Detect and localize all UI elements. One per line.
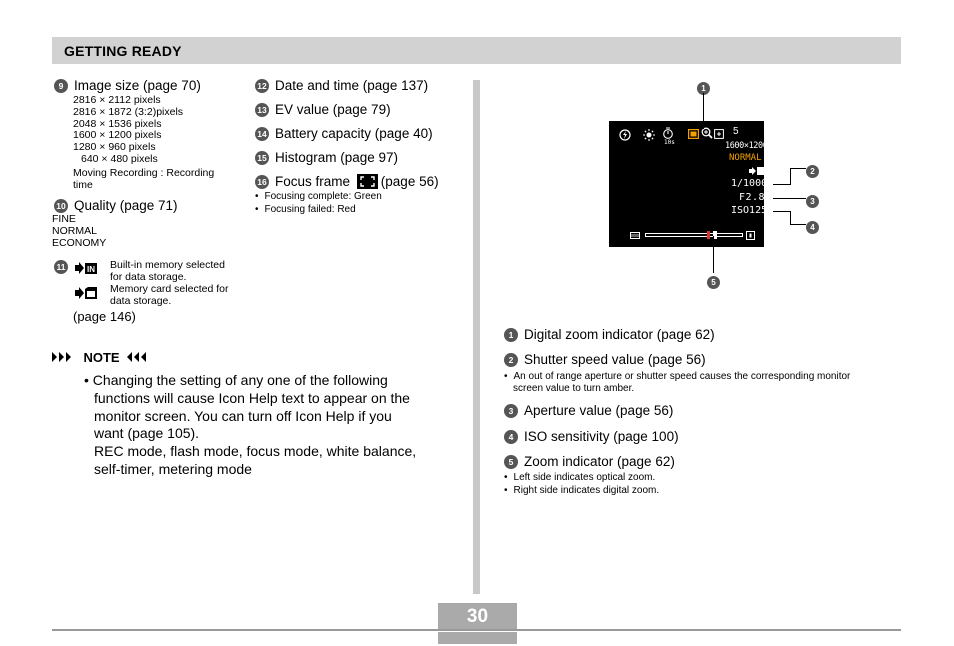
callout-2-line-v (790, 168, 791, 185)
item-image-size (54, 78, 201, 93)
quality-value: NORMAL (729, 153, 762, 163)
item-iso: 4 ISO sensitivity (page 100) (504, 429, 679, 444)
callout-1: 1 (697, 79, 710, 97)
number-13-icon: 13 (255, 103, 269, 117)
note-right-arrows-icon (127, 351, 151, 363)
page-number-box (438, 603, 517, 630)
callout-1-line (703, 93, 704, 129)
movie-recording-note: Moving Recording : Recording (73, 166, 215, 179)
number-16-icon: 16 (255, 175, 269, 189)
item-battery: 14 Battery capacity (page 40) (255, 126, 433, 141)
callout-2: 2 (806, 162, 819, 180)
item-histogram: 15 Histogram (page 97) (255, 150, 398, 165)
monitor-screen-diagram (609, 121, 768, 247)
zoom-bar (645, 233, 743, 237)
number-10-icon: 10 (54, 199, 68, 213)
column-divider (473, 80, 480, 594)
number-1-icon: 1 (504, 328, 518, 342)
number-15-icon: 15 (255, 151, 269, 165)
number-9-icon: 9 (54, 79, 68, 93)
image-size-option: 1600 × 1200 pixels (73, 129, 162, 142)
item-shutter-speed: 2 Shutter speed value (page 56) (504, 352, 706, 367)
memory-card-icon (74, 286, 98, 300)
note-heading (52, 349, 151, 365)
image-size-list (73, 95, 214, 191)
note-label: NOTE (83, 350, 120, 365)
item-date-time: 12 Date and time (page 137) (255, 78, 428, 93)
item-quality-title: Quality (page 71) (74, 198, 178, 213)
movie-recording-note: time (73, 178, 93, 191)
self-timer-value: 10s (664, 139, 675, 146)
callout-2-line-h1 (773, 184, 790, 185)
item-storage (54, 258, 74, 276)
note-body: • Changing the setting of any one of the following functions will cause Icon Help text to appear on the monitor screen. You can turn off Icon Help if you want (page 105). REC mode, flash mode, focus mode, white balance, self-timer, metering mode (84, 372, 417, 477)
aperture-value: F2.8 (739, 192, 766, 203)
memory-card-desc: Memory card selected for data storage. (110, 283, 229, 307)
storage-indicator-icon (749, 166, 765, 176)
builtin-memory-desc: Built-in memory selected for data storage. (110, 259, 225, 283)
zoom-optical-marker (707, 231, 710, 239)
shutter-speed-note: • An out of range aperture or shutter speed causes the corresponding monitor screen value to turn amber. (504, 371, 850, 395)
shots-remaining: 5 (733, 126, 739, 137)
footer-rule (52, 629, 901, 631)
quality-option: FINE (52, 213, 76, 225)
item-digital-zoom: 1 Digital zoom indicator (page 62) (504, 327, 715, 342)
iso-value: ISO125 (731, 205, 768, 216)
callout-2-line-h2 (790, 168, 806, 169)
item-quality (54, 198, 178, 213)
metering-icon (688, 129, 699, 139)
callout-4-line-v (790, 211, 791, 225)
section-header (52, 37, 901, 64)
item-focus-frame: 16 Focus frame (page 56) (255, 174, 439, 189)
number-4-icon: 4 (504, 430, 518, 444)
number-11-icon: 11 (54, 260, 68, 274)
zoom-indicator-notes: • Left side indicates optical zoom. • Right side indicates digital zoom. (504, 472, 659, 497)
item-ev-value: 13 EV value (page 79) (255, 102, 391, 117)
telephoto-icon (746, 231, 755, 240)
callout-3-line (773, 198, 806, 199)
item-image-size-title: Image size (page 70) (74, 78, 201, 93)
section-title: GETTING READY (64, 43, 182, 59)
callout-5-line (713, 236, 714, 273)
white-balance-sun-icon (643, 129, 655, 141)
callout-3: 3 (806, 192, 819, 210)
number-2-icon: 2 (504, 353, 518, 367)
image-size-option: 2816 × 1872 (3:2)pixels (73, 105, 184, 118)
number-3-icon: 3 (504, 404, 518, 418)
number-12-icon: 12 (255, 79, 269, 93)
quality-option: NORMAL (52, 224, 97, 237)
callout-4-line-h2 (790, 224, 806, 225)
callout-4: 4 (806, 218, 819, 236)
image-size-option: 640 × 480 pixels (81, 152, 158, 165)
number-14-icon: 14 (255, 127, 269, 141)
flash-off-icon (619, 129, 631, 141)
image-size-option: 2048 × 1536 pixels (73, 117, 162, 130)
quality-option: ECONOMY (52, 236, 107, 249)
storage-page-ref: (page 146) (73, 309, 136, 324)
number-5-icon: 5 (504, 455, 518, 469)
focus-mode-icon (714, 129, 724, 139)
item-aperture: 3 Aperture value (page 56) (504, 403, 673, 418)
focus-frame-notes: • Focusing complete: Green • Focusing failed: Red (255, 191, 382, 216)
wide-icon (630, 232, 640, 239)
shutter-speed-value: 1/1000 (731, 178, 768, 189)
item-zoom-indicator: 5 Zoom indicator (page 62) (504, 454, 675, 469)
image-size-option: 1280 × 960 pixels (73, 141, 156, 154)
page-number: 30 (466, 606, 489, 627)
builtin-memory-icon (74, 261, 98, 275)
image-size-value: 1600×1200 (725, 141, 768, 151)
page-number-strip (438, 632, 517, 644)
image-size-option: 2816 × 2112 pixels (73, 94, 161, 106)
callout-5: 5 (707, 273, 720, 291)
callout-4-line-h1 (773, 211, 790, 212)
focus-frame-icon (357, 174, 378, 189)
svg-text:IN: IN (87, 265, 95, 274)
note-left-arrows-icon (52, 351, 76, 363)
self-timer-icon (662, 127, 674, 139)
quality-list (52, 214, 106, 249)
